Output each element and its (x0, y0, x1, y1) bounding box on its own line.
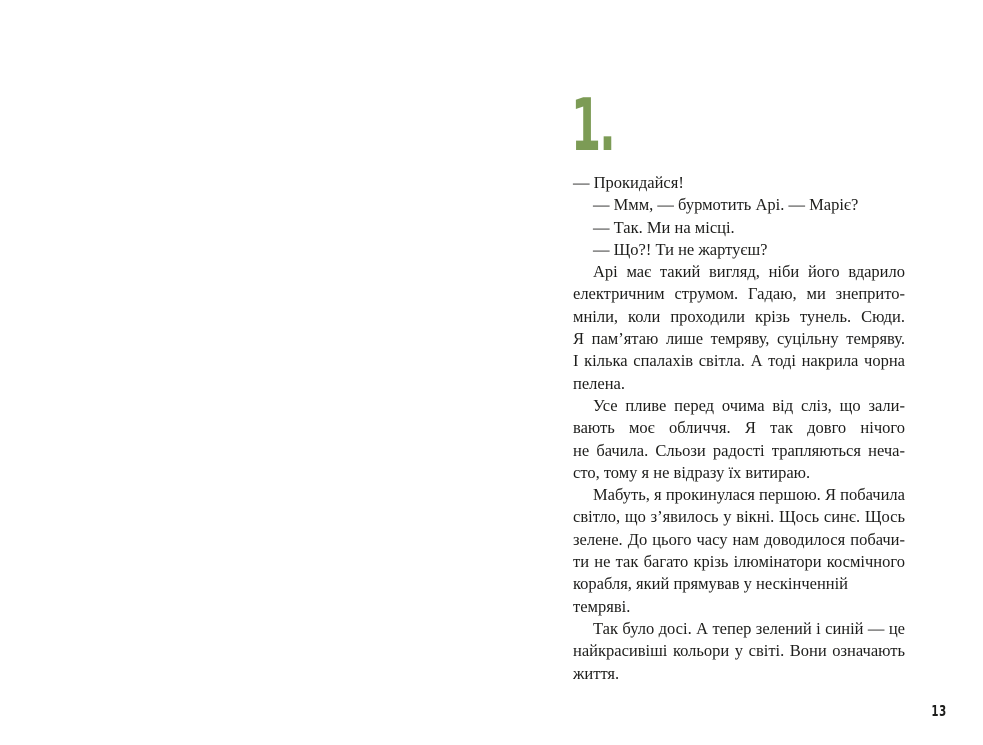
text-line: Мабуть, я прокинулася першою. Я побачила (593, 485, 905, 505)
paragraph (573, 618, 905, 685)
text-line: вають моє обличчя. Я так довго нічого (573, 418, 905, 438)
paragraph (573, 484, 905, 618)
paragraph (573, 239, 905, 261)
paragraph (573, 395, 905, 484)
text-line: — Ммм, — бурмотить Арі. — Маріє? (593, 195, 859, 215)
text-line: пелена. (573, 373, 625, 393)
text-block (573, 172, 905, 685)
text-line: зелене. До цього часу нам доводилося побачи- (573, 529, 905, 549)
text-line: електричним струмом. Гадаю, ми знеприто- (573, 284, 905, 304)
text-line: мніли, коли проходили крізь тунель. Сюди. (573, 306, 905, 326)
text-line: Так було досі. А тепер зелений і синій — це (593, 618, 905, 638)
page-number: 13 (931, 702, 947, 720)
text-line: Я пам’ятаю лише темряву, суцільну темряву. (573, 329, 905, 349)
text-line: світло, що з’явилось у вікні. Щось синє. Щось (573, 507, 905, 527)
text-line: — Що?! Ти не жартуєш? (593, 239, 768, 259)
text-line: — Прокидайся! (573, 173, 684, 192)
text-line: Усе пливе перед очима від сліз, що зали- (593, 395, 905, 415)
text-line: сто, тому я не відразу їх витираю. (573, 462, 811, 482)
paragraph (573, 217, 905, 239)
paragraph (573, 261, 905, 395)
chapter-number: 1. (571, 83, 614, 167)
text-line: Арі має такий вигляд, ніби його вдарило (593, 262, 905, 282)
text-line: корабля, який прямував у нескінченній темряві. (573, 574, 849, 616)
text-line: не бачила. Сльози радості трапляються неча- (573, 440, 905, 460)
text-line: найкрасивіші кольори у світі. Вони означають (573, 641, 905, 661)
paragraph (573, 172, 905, 194)
text-line: ти не так багато крізь ілюмінатори космічного (573, 552, 905, 572)
text-line: життя. (573, 663, 620, 683)
text-line: І кілька спалахів світла. А тоді накрила чорна (573, 351, 905, 371)
paragraph (573, 194, 905, 216)
text-line: — Так. Ми на місці. (593, 217, 735, 237)
